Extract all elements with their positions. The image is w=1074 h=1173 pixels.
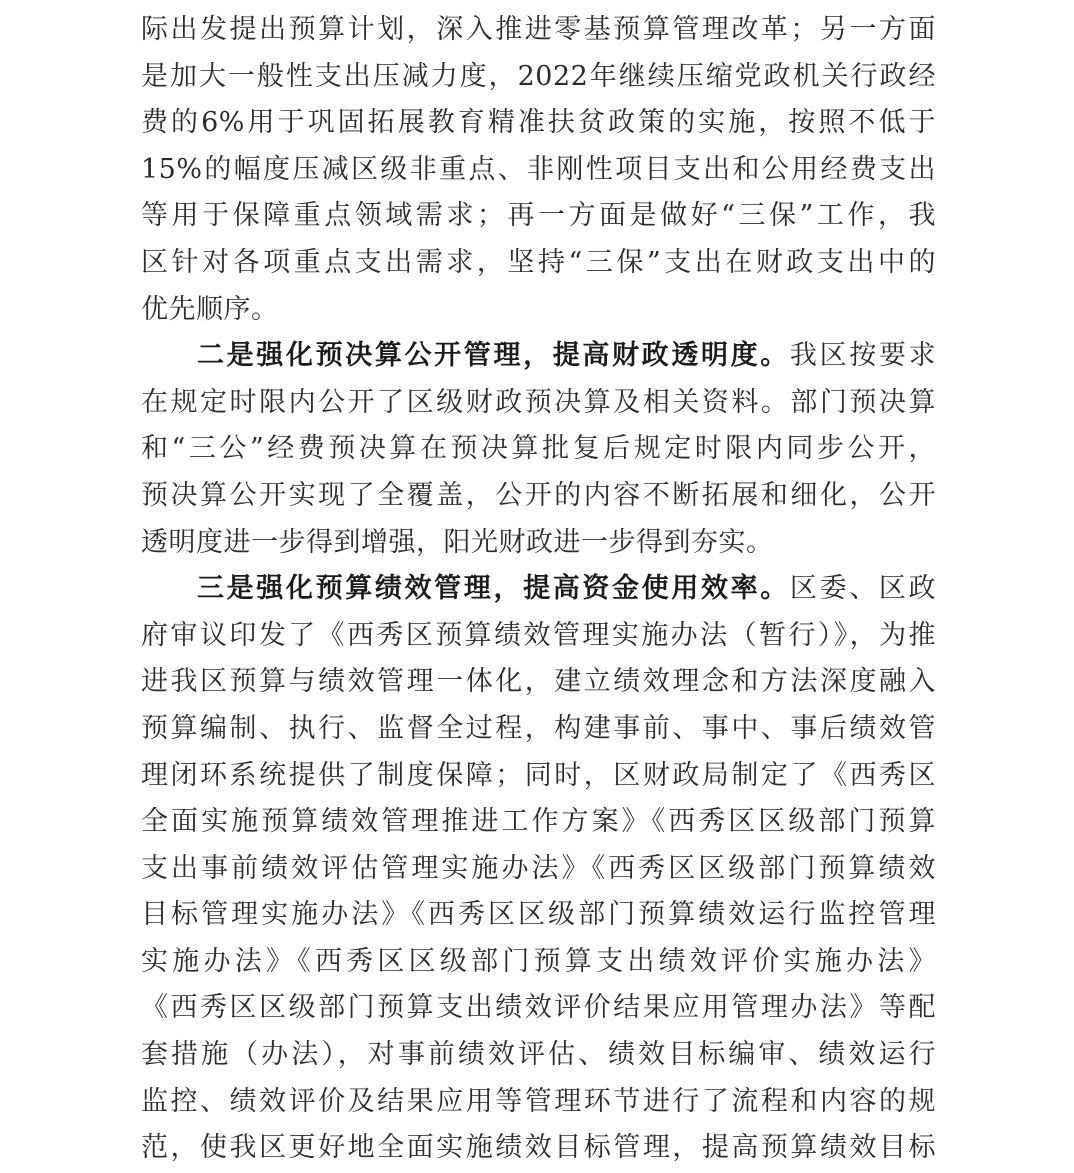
text-line: 府审议印发了《西秀区预算绩效管理实施办法（暂行）》，为推 [141,619,936,651]
text-line: 进我区预算与绩效管理一体化，建立绩效理念和方法深度融入 [141,666,936,698]
text-line: 全面实施预算绩效管理推进工作方案》《西秀区区级部门预算 [141,806,936,838]
text-line: 套措施（办法），对事前绩效评估、绩效目标编审、绩效运行 [141,1039,936,1071]
text-line: 目标管理实施办法》《西秀区区级部门预算绩效运行监控管理 [141,899,936,931]
text-line: 等用于保障重点领域需求；再一方面是做好“三保”工作，我 [141,200,936,232]
paragraph-2 [141,333,936,566]
paragraph-1 [141,7,936,333]
paragraph-heading: 三是强化预算绩效管理，提高资金使用效率。 [197,573,790,605]
text-line: 优先顺序。 [141,293,279,325]
text-line: 预算编制、执行、监督全过程，构建事前、事中、事后绩效管 [141,712,936,744]
text-line: 在规定时限内公开了区级财政预决算及相关资料。部门预决算 [141,386,936,418]
text-line: 预决算公开实现了全覆盖，公开的内容不断拓展和细化，公开 [141,479,936,511]
paragraph-text: 区委、区政 [789,573,937,605]
paragraph-first-line [141,566,936,613]
text-line: 《西秀区区级部门预算支出绩效评价结果应用管理办法》等配 [141,992,936,1024]
text-line: 透明度进一步得到增强，阳光财政进一步得到夯实。 [141,526,774,558]
text-line: 区针对各项重点支出需求，坚持“三保”支出在财政支出中的 [141,246,936,278]
text-line: 监控、绩效评价及结果应用等管理环节进行了流程和内容的规 [141,1085,936,1117]
text-line: 范，使我区更好地全面实施绩效目标管理，提高预算绩效目标 [141,1132,936,1164]
text-line: 费的6%用于巩固拓展教育精准扶贫政策的实施，按照不低于 [141,107,936,139]
text-line: 和“三公”经费预决算在预决算批复后规定时限内同步公开， [141,433,936,465]
paragraph-3 [141,566,936,1172]
paragraph-first-line [141,333,936,380]
text-line: 支出事前绩效评估管理实施办法》《西秀区区级部门预算绩效 [141,852,936,884]
text-line: 际出发提出预算计划，深入推进零基预算管理改革；另一方面 [141,14,936,45]
text-line: 15%的幅度压减区级非重点、非刚性项目支出和公用经费支出 [141,153,936,185]
text-line: 是加大一般性支出压减力度，2022年继续压缩党政机关行政经 [141,60,936,92]
paragraph-heading: 二是强化预决算公开管理，提高财政透明度。 [197,340,790,372]
paragraph-text: 我区按要求 [789,340,937,372]
text-line: 实施办法》《西秀区区级部门预算支出绩效评价实施办法》 [141,945,936,977]
text-line: 理闭环系统提供了制度保障；同时，区财政局制定了《西秀区 [141,759,936,791]
document-page [141,7,936,1172]
